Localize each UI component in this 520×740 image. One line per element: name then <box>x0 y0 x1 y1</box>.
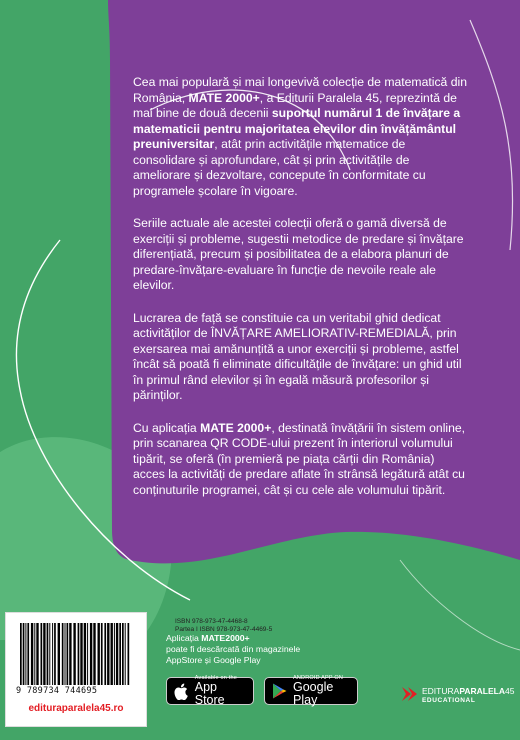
app-store-small-label: Available on the <box>194 674 237 681</box>
barcode-bar <box>36 623 38 685</box>
apple-icon <box>174 682 189 700</box>
app-note-line-3: AppStore și Google Play <box>166 655 261 665</box>
barcode-bar <box>93 623 95 685</box>
barcode-bar <box>25 623 26 685</box>
publisher-logo <box>402 687 514 704</box>
barcode-bar <box>128 623 130 685</box>
barcode-bar <box>84 623 86 685</box>
barcode-bar <box>80 623 82 685</box>
publisher-website: edituraparalela45.ro <box>28 703 124 714</box>
app-availability-note <box>166 633 300 666</box>
isbn-line-1: ISBN 978-973-47-4468-8 <box>175 618 248 625</box>
barcode-bar <box>104 623 106 685</box>
google-play-badge[interactable] <box>264 674 358 707</box>
barcode-bar <box>41 623 43 685</box>
barcode-bar <box>20 623 22 685</box>
barcode-bar <box>78 623 80 685</box>
barcode-bar <box>58 623 60 685</box>
barcode-number: 9 789734 744695 <box>16 686 98 696</box>
barcode-image <box>18 623 134 685</box>
barcode-bar <box>67 623 69 685</box>
publisher-subtitle: EDUCATIONAL <box>422 696 476 704</box>
app-note-line-1: Aplicația MATE2000+ <box>166 633 250 643</box>
google-play-small-label: ANDROID APP ON <box>293 674 344 681</box>
barcode-bar <box>49 623 50 685</box>
google-play-label: Google Play <box>293 680 334 707</box>
paragraph-4: Cu aplicația MATE 2000+, destinată învățării în sistem online, prin scanarea QR CODE-ului prezent în interiorul volumului tipărit, se oferă (în premieră pe piața cărții din România) acces la activități de predare aflate în strânsă legătură atât cu conținuturile programei, cât și cu cele ale volumului tipărit. <box>133 420 466 497</box>
publisher-name: EDITURAPARALELA45 <box>422 686 515 696</box>
barcode-bar <box>27 623 29 685</box>
barcode-block <box>5 612 147 727</box>
barcode-bar <box>31 623 33 685</box>
barcode-bar <box>111 623 113 685</box>
publisher-arrow-icon <box>402 687 418 701</box>
barcode-bar <box>87 623 88 685</box>
barcode-bar <box>90 623 92 685</box>
app-note-line-2: poate fi descărcată din magazinele <box>166 644 301 654</box>
barcode-bar <box>114 623 115 685</box>
isbn-block <box>175 618 272 634</box>
paragraph-3: Lucrarea de față se constituie ca un veritabil ghid dedicat activităților de ÎNVĂȚARE AMELIORATIV-REMEDIALĂ, prin exersarea mai amănunțită a unor exerciții și probleme, astfel încât să poată fi eliminate dificultățile de învățare: un ghid util în primul rând elevilor și în egală măsură profesorilor și părinților. <box>133 310 462 402</box>
barcode-bar <box>122 623 124 685</box>
barcode-bar <box>116 623 118 685</box>
barcode-bar <box>62 623 64 685</box>
isbn-line-2: Partea I ISBN 978-973-47-4469-5 <box>175 626 273 633</box>
barcode-bar <box>69 623 71 685</box>
barcode-bar <box>107 623 109 685</box>
barcode-bar <box>54 623 56 685</box>
barcode-bar <box>23 623 25 685</box>
barcode-bar <box>125 623 126 685</box>
barcode-bar <box>101 623 103 685</box>
barcode-bar <box>52 623 53 685</box>
description-text <box>133 75 468 515</box>
barcode-bar <box>43 623 45 685</box>
barcode-bar <box>34 623 35 685</box>
paragraph-1: Cea mai populară și mai longevivă colecție de matematică din România, MATE 2000+, a Editurii Paralela 45, reprezintă de mai bine de două decenii suportul numărul 1 de învățare a matematicii pentru majoritatea elevilor din învățământul preuniversitar, atât prin activitățile matematice de consolidare și aprofundare, cât și prin activitățile de ameliorare și dezvoltare, concepute în conformitate cu programele școlare în vigoare. <box>133 75 467 198</box>
app-store-badge[interactable] <box>166 674 254 707</box>
barcode-bar <box>119 623 121 685</box>
google-play-icon <box>272 682 287 700</box>
barcode-bar <box>73 623 75 685</box>
app-store-label: App Store <box>194 680 225 707</box>
barcode-bar <box>98 623 100 685</box>
barcode-bar <box>65 623 66 685</box>
barcode-bar <box>47 623 49 685</box>
white-curve-bottom <box>400 560 520 650</box>
paragraph-2: Seriile actuale ale acestei colecții oferă o gamă diversă de exerciții și probleme, sugestii metodice de predare și învățare diferențiată, precum și posibilitatea de a elabora planuri de predare-învățare-evaluare în funcție de nevoile reale ale elevilor. <box>133 216 464 292</box>
